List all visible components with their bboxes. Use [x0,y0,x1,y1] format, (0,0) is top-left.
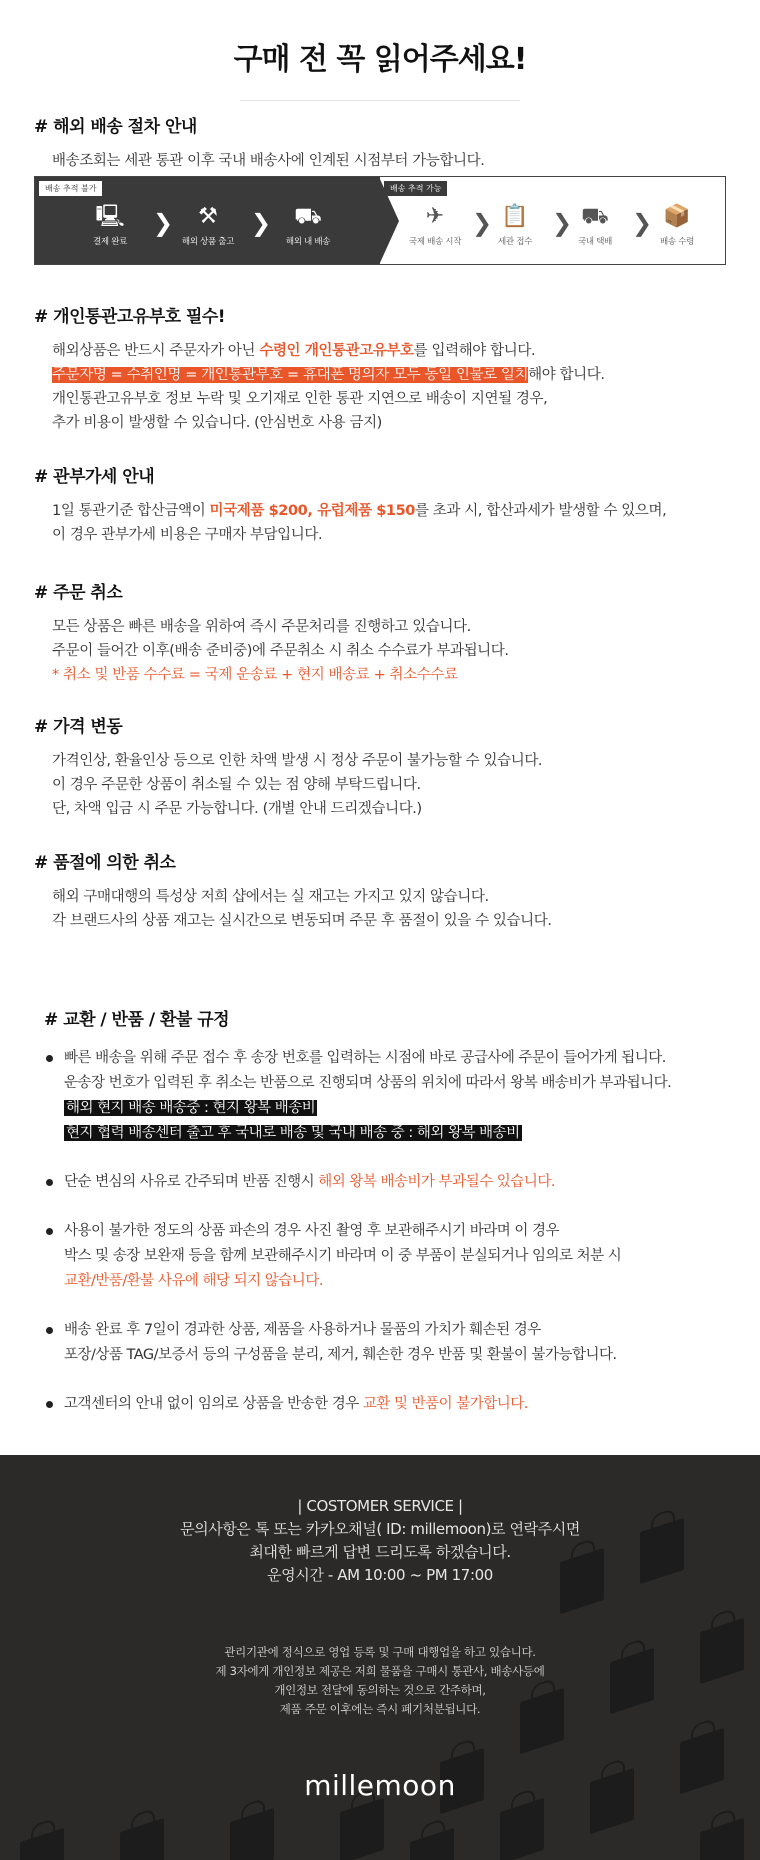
handtruck-icon: ⚒ [198,204,218,229]
step-label: 국내 택배 [577,237,613,247]
shopping-bag-icon [500,1798,544,1860]
step-received [632,203,722,247]
airplane-icon: ✈ [425,204,445,229]
policy-item-5 [44,1392,734,1417]
text: 1일 통관기준 합산금액이 [52,503,210,519]
step-overseas-release [163,203,253,247]
chevron-right-icon: ❯ [153,209,174,237]
text: 고객센터의 안내 없이 임의로 상품을 반송한 경우 [64,1396,363,1412]
customs-id-line-4: 추가 비용이 발생할 수 있습니다. (안심번호 사용 금지) [52,415,382,431]
step-label: 국제 배송 시작 [408,237,462,247]
text: 단순 변심의 사유로 간주되며 반품 진행시 [64,1174,319,1190]
policy-item-4 [44,1318,734,1368]
notice-line: 관리기관에 정식으로 영업 등록 및 구매 대행업을 하고 있습니다. [224,1645,536,1659]
customs-id-line-1 [34,339,734,363]
shopping-bag-icon [230,1808,274,1860]
policy-item-2 [44,1170,734,1195]
text: 박스 및 송장 보완재 등을 함께 보관해주시기 바라며 이 중 부품이 분실되거나 임의로 처분 시 [64,1248,622,1264]
text: 를 초과 시, 합산과세가 발생할 수 있으며, [414,503,667,519]
step-payment [65,203,155,247]
highlight-box: 현지 협력 배송센터 출고 후 국내로 배송 및 국내 배송 중 : 해외 왕복 배송비 [66,1125,520,1141]
text: 해외상품은 반드시 주문자가 아닌 [52,343,260,359]
footer [0,1455,760,1860]
soldout-heading: # 품절에 의한 취소 [34,853,176,873]
shopping-bag-icon [20,1828,64,1860]
cancel-section [34,578,734,687]
cs-hours: 운영시간 - AM 10:00 ~ PM 17:00 [267,1566,493,1584]
policy-heading: # 교환 / 반품 / 환불 규정 [44,1010,230,1030]
price-line-1: 가격인상, 환율인상 등으로 인한 차액 발생 시 정상 주문이 불가능할 수 있습니다. [52,753,543,769]
text: 사용이 불가한 정도의 상품 파손의 경우 사진 촬영 후 보관해주시기 바라며 이 경우 [64,1223,560,1239]
step-customs [470,203,560,247]
cancel-line-2: 주문이 들어간 이후(배송 준비중)에 주문취소 시 취소 수수료가 부과됩니다. [52,643,509,659]
text: 배송 완료 후 7일이 경과한 상품, 제품을 사용하거나 물품의 가치가 훼손된 경우 [64,1322,541,1338]
text: 포장/상품 TAG/보증서 등의 구성품을 분리, 제거, 훼손한 경우 반품 및 환불이 불가능합니다. [64,1347,617,1363]
step-domestic-courier [550,203,640,247]
flow-untrackable [35,177,380,264]
shipping-flow-banner [34,176,726,265]
customs-id-line-3: 개인통관고유부호 정보 누락 및 오기재로 인한 통관 지연으로 배송이 지연될 경우, [52,391,548,407]
customer-service [0,1495,760,1587]
chevron-right-icon: ❯ [472,209,493,237]
customs-id-section [34,302,734,435]
cs-line: 최대한 빠르게 답변 드리도록 하겠습니다. [249,1543,511,1561]
soldout-line-1: 해외 구매대행의 특성상 저희 샵에서는 실 재고는 가지고 있지 않습니다. [52,889,489,905]
soldout-line-2: 각 브랜드사의 상품 재고는 실시간으로 변동되며 주문 후 품절이 있을 수 있습니다. [52,913,552,929]
trackable-tag: 배송 추적 가능 [384,181,447,196]
shopping-bag-icon [340,1798,384,1860]
highlight-text: 교환/반품/환불 사유에 해당 되지 않습니다. [64,1273,323,1289]
price-heading: # 가격 변동 [34,717,123,737]
untrackable-tag: 배송 추적 불가 [39,181,102,196]
text: 해야 합니다. [528,367,605,383]
duty-section [34,462,734,547]
step-label: 배송 수령 [659,237,695,247]
page-title: 구매 전 꼭 읽어주세요! [233,42,527,77]
price-section [34,712,734,821]
package-icon: 📦 [663,204,691,229]
duty-line-2: 이 경우 관부가세 비용은 구매자 부담입니다. [52,527,323,543]
cancel-line-1: 모든 상품은 빠른 배송을 위하여 즉시 주문처리를 진행하고 있습니다. [52,619,471,635]
text: 를 입력해야 합니다. [413,343,536,359]
soldout-section [34,848,734,933]
cancel-fee-note: * 취소 및 반품 수수료 = 국제 운송료 + 현지 배송료 + 취소수수료 [52,667,458,683]
delivery-truck-icon: ⛟ [581,204,609,229]
policy-item-3 [44,1219,734,1294]
step-intl-shipping [390,203,480,247]
highlight-box: 주문자명 = 수취인명 = 개인통관부호 = 휴대폰 명의자 모두 동일 인물로 일치 [52,367,529,383]
notice-line: 제품 주문 이후에는 즉시 폐기처분됩니다. [279,1702,481,1716]
highlight-line [64,1096,734,1121]
price-line-3: 단, 차액 입금 시 주문 가능합니다. (개별 안내 드리겠습니다.) [52,801,422,817]
cancel-heading: # 주문 취소 [34,583,123,603]
chevron-right-icon: ❯ [251,209,272,237]
price-line-2: 이 경우 주문한 상품이 취소될 수 있는 점 양해 부탁드립니다. [52,777,421,793]
shipping-section [34,112,734,173]
customs-id-line-2 [34,363,734,387]
highlight-line [64,1121,734,1146]
clipboard-icon: 📋 [501,204,529,229]
step-label: 세관 접수 [497,237,533,247]
brand-logo: millemoon [304,1769,456,1802]
step-label: 해외 내 배송 [285,237,331,247]
legal-notice [0,1643,760,1719]
highlight-text: 해외 왕복 배송비가 부과될수 있습니다. [318,1174,555,1190]
shopping-bag-icon [700,1818,744,1860]
customs-id-heading: # 개인통관고유부호 필수! [34,307,226,327]
cs-title: | COSTOMER SERVICE | [297,1497,463,1515]
notice-line: 제 3자에게 개인정보 제공은 저희 물품을 구매시 통관사, 배송사등에 [215,1664,545,1678]
shopping-bag-icon [120,1818,164,1860]
step-label: 결제 완료 [92,237,128,247]
step-label: 해외 상품 출고 [181,237,235,247]
highlight-box: 해외 현지 배송 배송중 : 현지 왕복 배송비 [66,1100,316,1116]
highlight-text: 교환 및 반품이 불가합니다. [362,1396,528,1412]
truck-icon: ⛟ [294,204,322,229]
highlight-text: 수령인 개인통관고유부호 [259,343,414,359]
policy-section [44,1005,734,1441]
cs-line: 문의사항은 톡 또는 카카오채널( ID: millemoon)로 연락주시면 [180,1520,580,1538]
flow-trackable [380,177,725,264]
step-overseas-shipping [263,203,353,247]
notice-line: 개인정보 전달에 동의하는 것으로 간주하며, [274,1683,486,1697]
highlight-text: 미국제품 $200, 유럽제품 $150 [209,503,415,519]
duty-heading: # 관부가세 안내 [34,467,155,487]
chevron-right-icon: ❯ [632,209,653,237]
chevron-right-icon: ❯ [552,209,573,237]
title-divider [240,100,520,101]
receipt-icon: 🖳 [95,204,125,229]
shipping-desc: 배송조회는 세관 통관 이후 국내 배송사에 인계된 시점부터 가능합니다. [52,153,485,169]
shopping-bag-icon [410,1828,454,1860]
shipping-heading: # 해외 배송 절차 안내 [34,117,197,137]
duty-line-1 [34,499,734,523]
text: 운송장 번호가 입력된 후 취소는 반품으로 진행되며 상품의 위치에 따라서 왕복 배송비가 부과됩니다. [64,1075,672,1091]
text: 빠른 배송을 위해 주문 접수 후 송장 번호를 입력하는 시점에 바로 공급사에 주문이 들어가게 됩니다. [64,1050,666,1066]
policy-item-1 [44,1046,734,1146]
